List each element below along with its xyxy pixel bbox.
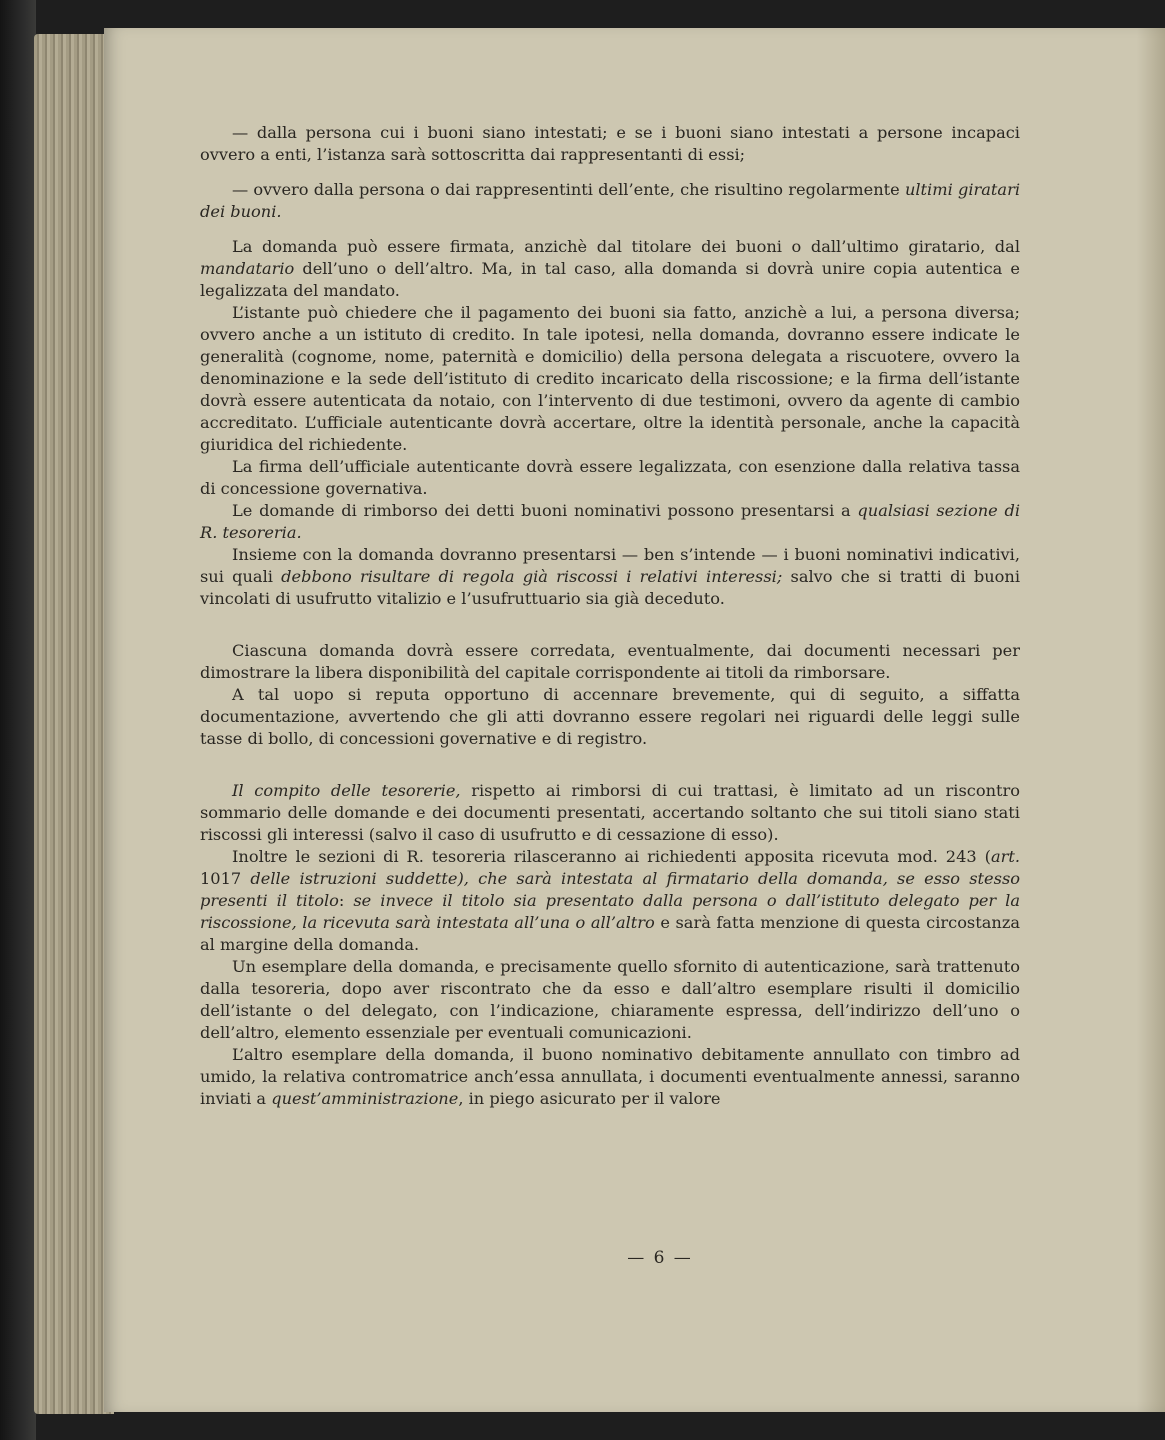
text-run: — dalla persona cui i buoni siano intestati; e se i buoni siano intestati a persone incapaci ovvero a enti, l’istanza sarà sottoscritta dai rappresentanti di essi;	[200, 123, 1020, 164]
text-run: L’istante può chiedere che il pagamento dei buoni sia fatto, anzichè a lui, a persona diversa; ovvero anche a un istituto di credito. In tale ipotesi, nella domanda, dovranno essere indicate le generalità (cognome, nome, paternità e domicilio) della persona delegata a riscuotere, ovvero la denominazione e la sede dell’istituto di credito incaricato della riscossione; e la firma dell’istante dovrà essere autenticata da notaio, con l’intervento di due testimoni, ovvero da agente di cambio accreditato. L’ufficiale autenticante dovrà accertare, oltre la identità personale, anche la capacità giuridica del richiedente.	[200, 303, 1020, 454]
text-run: rispetto ai rimborsi di cui trattasi, è limitato ad un riscontro sommario delle domande e dei documenti presentati, accertando soltanto che sui titoli siano stati riscossi gli interessi (salvo il caso di usufrutto e di cessazione di esso).	[200, 781, 1020, 844]
paragraph	[200, 500, 1020, 544]
text-run: Ciascuna domanda dovrà essere corredata, eventualmente, dai documenti necessari per dimostrare la libera disponibilità del capitale corrispondente ai titoli da rimborsare.	[200, 641, 1020, 682]
paragraph	[200, 179, 1020, 223]
text-run: Inoltre le sezioni di R. tesoreria rilasceranno ai richiedenti apposita ricevuta mod. 243 (	[232, 847, 991, 866]
text-run: dell’uno o dell’altro. Ma, in tal caso, alla domanda si dovrà unire copia autentica e legalizzata del mandato.	[200, 259, 1020, 300]
italic-text: debbono risultare di regola già riscossi i relativi interessi;	[281, 567, 783, 586]
text-run: e sarà fatta menzione di questa circostanza al margine della domanda.	[200, 913, 1021, 954]
paragraph	[200, 640, 1020, 684]
page-edges	[34, 34, 114, 1414]
paragraph	[200, 236, 1020, 302]
italic-text: art.	[990, 847, 1020, 866]
paragraph	[200, 456, 1020, 500]
page-gutter-shadow	[1137, 28, 1165, 1412]
text-run: Le domande di rimborso dei detti buoni nominativi possono presentarsi a	[232, 501, 858, 520]
paragraph	[200, 1044, 1020, 1110]
text-run: L’altro esemplare della domanda, il buono nominativo debitamente annullato con timbro ad umido, la relativa contromatrice anch’essa annullata, i documenti eventualmente annessi, saranno inviati a	[200, 1045, 1020, 1108]
italic-text: quest’amministrazione	[271, 1089, 459, 1108]
paragraph	[200, 780, 1020, 846]
italic-text: qualsiasi sezione di R. tesoreria.	[200, 501, 1020, 542]
paragraph	[200, 302, 1020, 456]
text-run: :	[338, 891, 354, 910]
text-run: , in piego asicurato per il valore	[458, 1089, 721, 1108]
italic-text: se invece il titolo sia presentato dalla persona o dall’istituto delegato per la riscossione, la ricevuta sarà intestata all’una o all’altro	[200, 891, 1020, 932]
text-run: — ovvero dalla persona o dai rappresentinti dell’ente, che risultino regolarmente	[232, 180, 905, 199]
text-run: Insieme con la domanda dovranno presentarsi — ben s’intende — i buoni nominativi indicativi, sui quali	[200, 545, 1020, 586]
book-binding	[0, 0, 36, 1440]
text-run: La firma dell’ufficiale autenticante dovrà essere legalizzata, con esenzione dalla relativa tassa di concessione governativa.	[200, 457, 1020, 498]
italic-text: Il compito delle tesorerie,	[232, 781, 461, 800]
paragraph	[200, 684, 1020, 750]
paragraph	[200, 122, 1020, 166]
text-run: La domanda può essere firmata, anzichè dal titolare dei buoni o dall’ultimo giratario, dal	[232, 237, 1020, 256]
text-run: Un esemplare della domanda, e precisamente quello sfornito di autenticazione, sarà trattenuto dalla tesoreria, dopo aver riscontrato che da esso e dall’altro esemplare risulti il domicilio dell’istante o del delegato, con l’indicazione, chiaramente espressa, dell’indirizzo dell’uno o dell’altro, elemento essenziale per eventuali comunicazioni.	[200, 957, 1020, 1042]
italic-text: mandatario	[200, 259, 295, 278]
paragraph	[200, 846, 1020, 956]
body-text	[200, 122, 1020, 1110]
text-run: salvo che si tratti di buoni vincolati di usufrutto vitalizio e l’usufruttuario sia già deceduto.	[200, 567, 1020, 608]
italic-text: ultimi giratari dei buoni.	[200, 180, 1020, 221]
paragraph	[200, 956, 1020, 1044]
italic-text: delle istruzioni suddette), che sarà intestata al firmatario della domanda, se esso stesso presenti il titolo	[200, 869, 1020, 910]
text-run: 1017	[200, 869, 251, 888]
page-number: — 6 —	[627, 1248, 693, 1268]
paragraph	[200, 544, 1020, 610]
text-run: A tal uopo si reputa opportuno di accennare brevemente, qui di seguito, a siffatta documentazione, avvertendo che gli atti dovranno essere regolari nei riguardi delle leggi sulle tasse di bollo, di concessioni governative e di registro.	[200, 685, 1020, 748]
